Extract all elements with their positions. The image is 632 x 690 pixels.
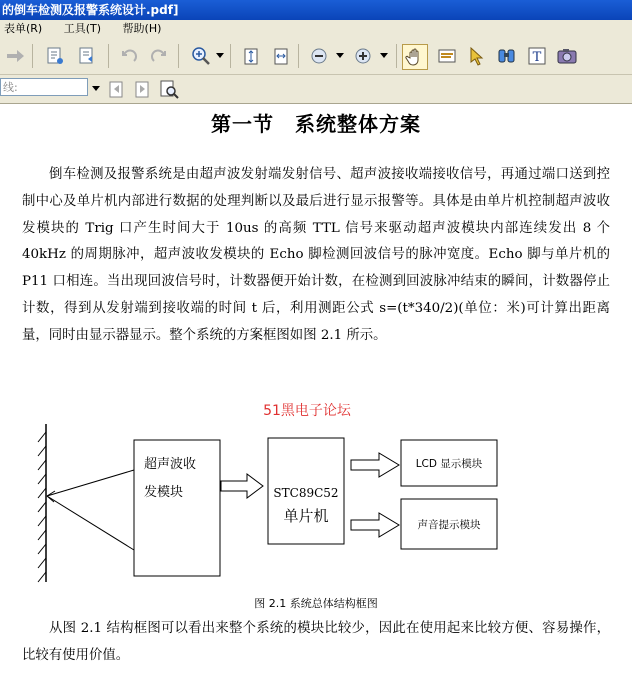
zoom-out-icon[interactable] xyxy=(308,45,330,67)
sound-label: 声音提示模块 xyxy=(417,519,481,531)
ultrasonic-label-line2: 发模块 xyxy=(144,485,184,500)
hand-tool-icon[interactable] xyxy=(402,44,428,70)
export-icon[interactable] xyxy=(76,45,98,67)
search-document-icon[interactable] xyxy=(158,78,180,100)
menu-tools[interactable]: 工具(T) xyxy=(63,22,102,35)
menu-form[interactable]: 表单(R) xyxy=(4,22,43,35)
body-paragraph-2: 从图 2.1 结构框图可以看出来整个系统的模块比较少，因此在使用起来比较方便、容易操作，比较有使用价值。 xyxy=(22,621,610,663)
window-title: 的倒车检测及报警系统设计.pdf] xyxy=(0,0,632,20)
figure-caption: 图 2.1 系统总体结构框图 xyxy=(254,597,378,610)
zoom-in-icon[interactable] xyxy=(190,45,212,67)
first-page-icon[interactable] xyxy=(106,78,128,100)
zoom-dropdown-icon[interactable] xyxy=(214,45,226,67)
undo-icon[interactable] xyxy=(118,45,140,67)
menu-bar xyxy=(0,20,632,38)
section-heading: 第一节 系统整体方案 xyxy=(211,112,421,136)
next-page-icon[interactable] xyxy=(132,78,154,100)
ultrasonic-label-line1: 超声波收 xyxy=(144,457,197,472)
watermark-text: 51黑电子论坛 xyxy=(263,403,351,419)
mcu-label-line1: STC89C52 xyxy=(273,486,339,500)
forward-arrow-icon[interactable] xyxy=(4,45,26,67)
zoom-plus-icon[interactable] xyxy=(352,45,374,67)
signal-lines xyxy=(47,470,134,550)
binoculars-icon[interactable] xyxy=(496,45,518,67)
select-text-icon[interactable] xyxy=(436,45,458,67)
zoom-plus-dropdown-icon[interactable] xyxy=(378,45,390,67)
fit-width-icon[interactable] xyxy=(270,45,292,67)
zoom-out-dropdown-icon[interactable] xyxy=(334,45,346,67)
lcd-label: LCD 显示模块 xyxy=(415,458,483,470)
arrow-to-lcd xyxy=(351,453,399,477)
secondary-toolbar xyxy=(0,75,632,104)
svg-text:T: T xyxy=(532,50,542,65)
block-diagram xyxy=(0,394,632,614)
fit-page-icon[interactable] xyxy=(240,45,262,67)
menu-help[interactable]: 帮助(H) xyxy=(122,22,162,35)
arrow-to-mcu xyxy=(221,474,263,498)
page-dropdown-icon[interactable] xyxy=(90,78,102,100)
arrow-to-sound xyxy=(351,513,399,537)
mcu-label-line2: 单片机 xyxy=(283,507,329,525)
open-document-icon[interactable] xyxy=(44,45,66,67)
document-page xyxy=(0,104,632,690)
pointer-icon[interactable] xyxy=(466,45,488,67)
page-input[interactable]: 线: xyxy=(0,78,88,96)
wall-hatching xyxy=(38,432,46,582)
body-paragraph-1: 倒车检测及报警系统是由超声波发射端发射信号、超声波接收端接收信号，再通过端口送到控制中心及单片机内部进行数据的处理判断以及最后进行显示报警等。具体是由单片机控制超声波收发模块的 Trig 口产生时间大于 10us 的高频 TTL 信号来驱动超声波模块内部连续发出 8 个 40kHz 的周期脉冲，超声波收发模块的 Echo 脚检测回波信号的脉冲宽度。Echo 脚与单片机的 P11 口相连。当出现回波信号时，计数器便开始计数，在检测到回波脉冲结束的瞬间，计数器停止计数，得到从发射端到接收端的时间 t 后，利用测距公式 s=(t*340/2)(单位：米)可计算出距离量，同时由显示器显示。整个系统的方案框图如图 2.1 所示。 xyxy=(22,167,610,343)
redo-icon[interactable] xyxy=(148,45,170,67)
camera-icon[interactable] xyxy=(556,45,578,67)
main-toolbar xyxy=(0,38,632,75)
text-tool-icon[interactable] xyxy=(526,45,548,67)
